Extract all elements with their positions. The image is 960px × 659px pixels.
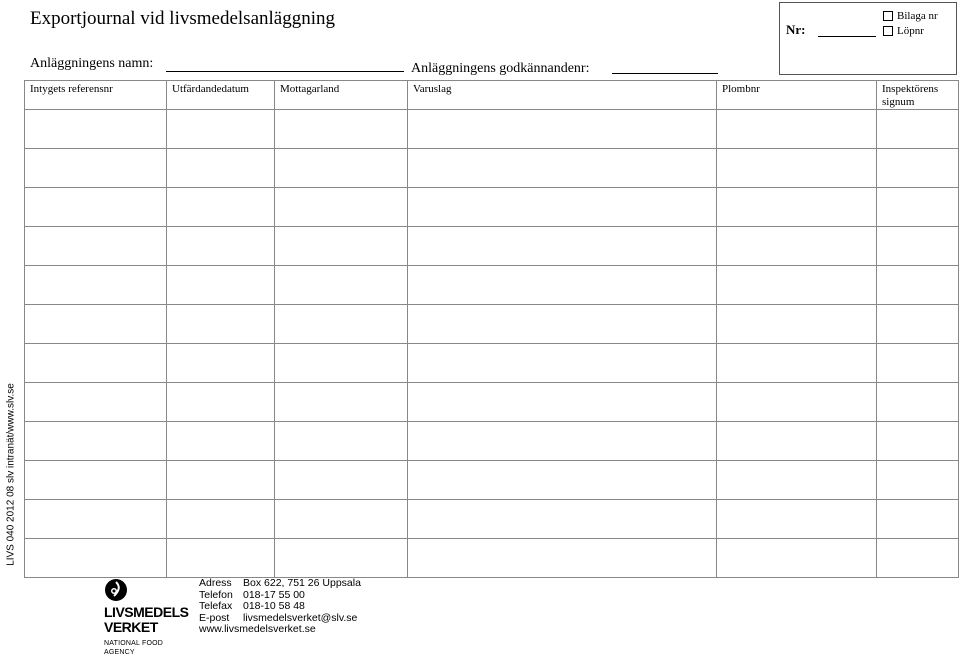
table-cell[interactable] [408, 266, 717, 305]
table-row [25, 149, 959, 188]
table-cell[interactable] [275, 227, 408, 266]
table-cell[interactable] [167, 110, 275, 149]
table-cell[interactable] [717, 266, 877, 305]
table-row [25, 188, 959, 227]
table-row [25, 305, 959, 344]
table-cell[interactable] [717, 500, 877, 539]
logo-line2: VERKET [104, 619, 158, 635]
table-cell[interactable] [408, 227, 717, 266]
table-cell[interactable] [167, 461, 275, 500]
address-value: Box 622, 751 26 Uppsala [243, 577, 361, 589]
table-cell[interactable] [167, 383, 275, 422]
table-cell[interactable] [25, 266, 167, 305]
nr-label: Nr: [786, 22, 806, 37]
table-cell[interactable] [408, 461, 717, 500]
col-header: Inspektörens signum [877, 81, 959, 110]
table-cell[interactable] [408, 344, 717, 383]
address-value: 018-10 58 48 [243, 600, 305, 613]
table-cell[interactable] [275, 266, 408, 305]
table-cell[interactable] [275, 461, 408, 500]
table-cell[interactable] [275, 188, 408, 227]
table-cell[interactable] [877, 188, 959, 227]
facility-name-input[interactable] [166, 71, 404, 72]
table-cell[interactable] [167, 539, 275, 578]
table-cell[interactable] [25, 500, 167, 539]
table-cell[interactable] [408, 539, 717, 578]
table-cell[interactable] [275, 305, 408, 344]
table-cell[interactable] [167, 266, 275, 305]
table-row [25, 500, 959, 539]
table-row [25, 539, 959, 578]
table-cell[interactable] [275, 500, 408, 539]
approval-number-label: Anläggningens godkännandenr: [411, 61, 590, 76]
logo-line1: LIVSMEDELS [104, 604, 189, 620]
col-header: Intygets referensnr [25, 81, 167, 110]
table-cell[interactable] [25, 539, 167, 578]
table-cell[interactable] [717, 227, 877, 266]
bilaga-checkbox[interactable] [883, 11, 893, 21]
table-cell[interactable] [25, 188, 167, 227]
table-cell[interactable] [25, 461, 167, 500]
table-cell[interactable] [877, 461, 959, 500]
address-key: E-post [199, 611, 230, 624]
address-value: livsmedelsverket@slv.se [243, 611, 358, 624]
table-cell[interactable] [877, 422, 959, 461]
table-cell[interactable] [167, 500, 275, 539]
table-cell[interactable] [717, 149, 877, 188]
col-header: Plombnr [717, 81, 877, 110]
table-cell[interactable] [408, 305, 717, 344]
table-cell[interactable] [877, 305, 959, 344]
table-cell[interactable] [408, 422, 717, 461]
table-cell[interactable] [25, 422, 167, 461]
journal-table [24, 80, 959, 578]
table-cell[interactable] [408, 149, 717, 188]
livsmedelsverket-logo [104, 578, 189, 658]
table-cell[interactable] [877, 383, 959, 422]
lopnr-checkbox[interactable] [883, 26, 893, 36]
table-cell[interactable] [877, 110, 959, 149]
table-cell[interactable] [25, 110, 167, 149]
col-header: Mottagarland [275, 81, 408, 110]
address-value: 018-17 55 00 [243, 588, 305, 601]
table-cell[interactable] [25, 344, 167, 383]
table-cell[interactable] [717, 188, 877, 227]
table-cell[interactable] [717, 539, 877, 578]
address-key: Telefax [199, 600, 233, 613]
col-header: Utfärdandedatum [167, 81, 275, 110]
logo-sub1: NATIONAL FOOD [104, 640, 163, 647]
address-key: Telefon [199, 588, 233, 601]
table-row [25, 266, 959, 305]
table-cell[interactable] [877, 227, 959, 266]
bilaga-label: Bilaga nr [897, 10, 938, 22]
table-cell[interactable] [877, 149, 959, 188]
table-cell[interactable] [717, 461, 877, 500]
table-row [25, 383, 959, 422]
table-cell[interactable] [717, 110, 877, 149]
table-cell[interactable] [877, 266, 959, 305]
address-block [199, 578, 361, 636]
table-row [25, 110, 959, 149]
table-row [25, 422, 959, 461]
table-header-row [25, 81, 959, 110]
table-cell[interactable] [25, 149, 167, 188]
page-title: Exportjournal vid livsmedelsanläggning [30, 8, 336, 29]
website-link[interactable]: www.livsmedelsverket.se [199, 623, 316, 636]
table-cell[interactable] [25, 227, 167, 266]
address-key: Adress [199, 577, 232, 589]
table-cell[interactable] [275, 344, 408, 383]
table-cell[interactable] [25, 305, 167, 344]
table-cell[interactable] [717, 383, 877, 422]
facility-name-label: Anläggningens namn: [30, 56, 154, 71]
table-cell[interactable] [167, 149, 275, 188]
table-cell[interactable] [167, 227, 275, 266]
table-cell[interactable] [877, 539, 959, 578]
table-row [25, 344, 959, 383]
table-row [25, 461, 959, 500]
approval-number-input[interactable] [612, 73, 718, 74]
table-cell[interactable] [275, 383, 408, 422]
table-cell[interactable] [275, 539, 408, 578]
table-row [25, 227, 959, 266]
table-cell[interactable] [408, 110, 717, 149]
table-cell[interactable] [408, 383, 717, 422]
table-cell[interactable] [717, 344, 877, 383]
table-cell[interactable] [717, 305, 877, 344]
table-cell[interactable] [167, 305, 275, 344]
table-cell[interactable] [275, 110, 408, 149]
table-cell[interactable] [408, 188, 717, 227]
table-cell[interactable] [275, 422, 408, 461]
col-header: Varuslag [408, 81, 717, 110]
logo-emblem-icon [104, 578, 128, 602]
lopnr-label: Löpnr [897, 25, 924, 37]
table-cell[interactable] [877, 344, 959, 383]
logo-sub2: AGENCY [104, 649, 135, 656]
table-cell[interactable] [167, 422, 275, 461]
table-cell[interactable] [717, 422, 877, 461]
form-id-vertical-text: LIVS 040 2012 08 slv intranät/www.slv.se [5, 383, 17, 566]
table-cell[interactable] [167, 188, 275, 227]
nr-input-line[interactable] [818, 36, 876, 37]
table-cell[interactable] [167, 344, 275, 383]
table-cell[interactable] [25, 383, 167, 422]
table-cell[interactable] [408, 500, 717, 539]
table-cell[interactable] [275, 149, 408, 188]
table-cell[interactable] [877, 500, 959, 539]
